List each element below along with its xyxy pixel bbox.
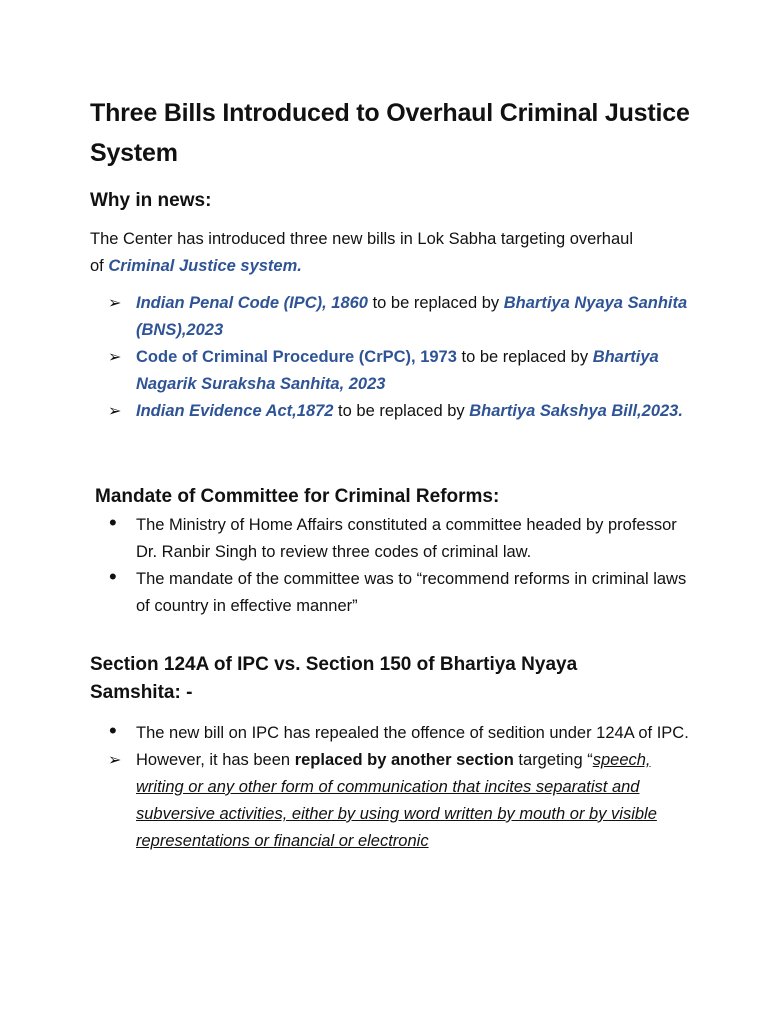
- old-law: Indian Evidence Act,1872: [136, 402, 334, 420]
- document-title: Three Bills Introduced to Overhaul Criminal Justice System: [90, 99, 690, 167]
- list-item: [90, 344, 690, 398]
- list-item: [90, 398, 690, 425]
- section-point-mid: targeting “: [513, 751, 593, 769]
- why-in-news-heading: Why in news:: [90, 190, 212, 211]
- section-heading: Section 124A of IPC vs. Section 150 of Bhartiya Nyaya Samshita: -: [90, 654, 578, 703]
- section-point-bold: replaced by another section: [294, 751, 514, 769]
- mandate-list: [90, 512, 690, 620]
- arrow-bullet-icon: ➢: [108, 349, 122, 366]
- arrow-bullet-icon: ➢: [108, 295, 122, 312]
- intro-paragraph: [90, 226, 650, 280]
- bullet-dot-icon: •: [109, 564, 117, 589]
- old-law: Code of Criminal Procedure (CrPC), 1973: [136, 348, 457, 366]
- intro-text: The Center has introduced three new bills in Lok Sabha targeting overhaul of: [90, 230, 634, 275]
- old-law: Indian Penal Code (IPC), 1860: [136, 294, 368, 312]
- connector: to be replaced by: [333, 402, 470, 420]
- section-point-pre: However, it has been: [136, 751, 295, 769]
- list-item: [90, 512, 690, 566]
- bullet-dot-icon: •: [109, 510, 117, 535]
- arrow-bullet-icon: ➢: [108, 752, 122, 769]
- mandate-point: The Ministry of Home Affairs constituted a committee headed by professor Dr. Ranbir Singh to review three codes of criminal law.: [136, 516, 677, 561]
- intro-highlight: Criminal Justice system.: [108, 257, 302, 275]
- section-point-quote: speech, writing or any other form of communication that incites separatist and subversive activities, either by using word written by mouth or by visible representations or financial or electronic: [136, 751, 657, 850]
- connector: to be replaced by: [456, 348, 593, 366]
- new-law: Bhartiya Sakshya Bill,2023.: [469, 402, 683, 420]
- bills-list: [90, 290, 690, 425]
- new-law: Bhartiya Nagarik Suraksha Sanhita, 2023: [136, 348, 659, 393]
- connector: to be replaced by: [367, 294, 504, 312]
- list-item: [90, 747, 690, 855]
- arrow-bullet-icon: ➢: [108, 403, 122, 420]
- bullet-dot-icon: •: [109, 718, 117, 743]
- section-point: The new bill on IPC has repealed the offence of sedition under 124A of IPC.: [136, 724, 689, 742]
- new-law: Bhartiya Nyaya Sanhita (BNS),2023: [136, 294, 688, 339]
- list-item: [90, 720, 690, 747]
- mandate-point: The mandate of the committee was to “recommend reforms in criminal laws of country in effective manner”: [136, 570, 687, 615]
- list-item: [90, 290, 690, 344]
- list-item: [90, 566, 690, 620]
- mandate-heading: Mandate of Committee for Criminal Reforms:: [95, 486, 500, 507]
- section-list: [90, 720, 690, 855]
